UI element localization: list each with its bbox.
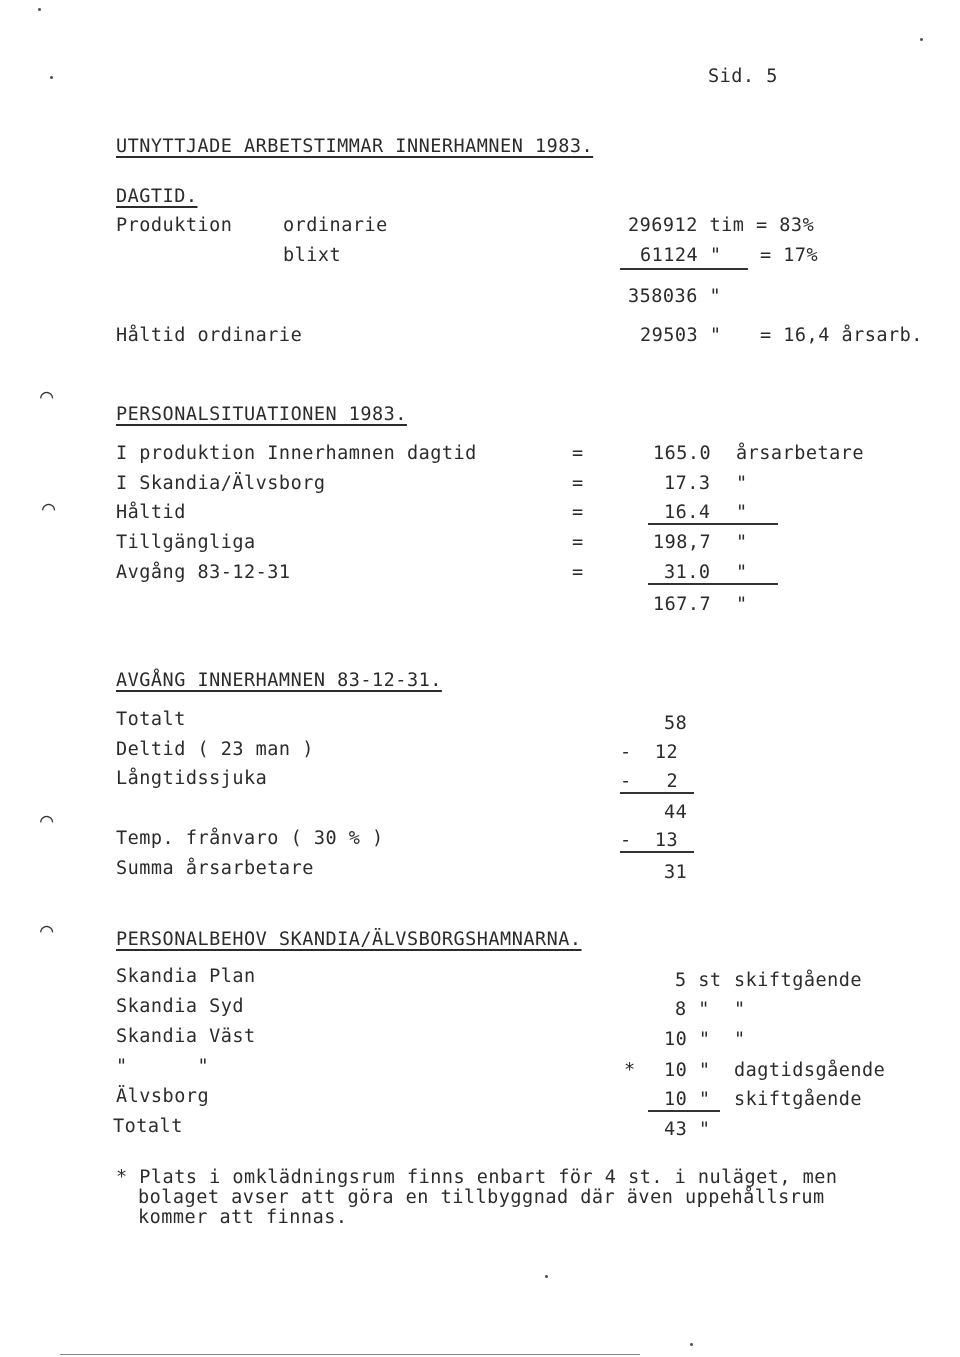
personal-value: 16.4 [664, 502, 711, 523]
behov-value: 5 st [675, 970, 722, 991]
personal-total-value: 167.7 [653, 594, 712, 615]
personal-unit: årsarbetare [736, 443, 865, 464]
behov-total-value: 43 " [664, 1119, 711, 1140]
behov-total-rule [648, 1110, 720, 1112]
personal-total-unit: " [736, 594, 748, 615]
personal-unit: " [736, 532, 748, 553]
deltid-label: Deltid ( 23 man ) [116, 739, 314, 760]
langtid-label: Långtidssjuka [116, 768, 268, 789]
footnote-line: kommer att finnas. [138, 1207, 348, 1228]
personal-label: I Skandia/Älvsborg [116, 473, 326, 494]
page-number: Sid. 5 [708, 66, 778, 87]
behov-total-label: Totalt [113, 1116, 183, 1137]
blixt-pct: = 17% [760, 245, 819, 266]
footnote-line: bolaget avser att göra en tillbyggnad där även uppehållsrum [138, 1187, 825, 1208]
behov-value: 8 " [675, 999, 710, 1020]
deltid-value: - 12 [620, 742, 679, 763]
personal-label: Avgång 83-12-31 [116, 562, 291, 583]
ordinarie-value: 296912 tim = 83% [628, 215, 815, 236]
langtid-value: - 2 [620, 771, 679, 792]
dagtid-sum: 358036 " [628, 286, 722, 307]
footnote-star: * [624, 1060, 636, 1081]
avgang-subtotal: 44 [664, 802, 688, 823]
personal-value: 31.0 [664, 562, 711, 583]
behov-label: " " [116, 1056, 210, 1077]
personal-label: Tillgängliga [116, 532, 256, 553]
equals-sign: = [572, 562, 584, 583]
blixt-value: 61124 " [640, 245, 722, 266]
behov-desc: dagtidsgående [734, 1060, 886, 1081]
behov-desc: " [734, 1029, 746, 1050]
produktion-label: Produktion [116, 215, 233, 236]
ordinarie-label: ordinarie [283, 215, 388, 236]
personal-unit: " [736, 562, 748, 583]
summa-value: 31 [664, 862, 688, 883]
totalt-value: 58 [664, 713, 688, 734]
footnote-line: * Plats i omklädningsrum finns enbart för 4 st. i nuläget, men [116, 1167, 838, 1188]
blixt-label: blixt [283, 245, 342, 266]
equals-sign: = [572, 502, 584, 523]
page-title: UTNYTTJADE ARBETSTIMMAR INNERHAMNEN 1983. [116, 136, 594, 157]
behov-value: 10 " [664, 1089, 711, 1110]
sum-rule [620, 268, 748, 270]
bottom-edge-line [60, 1354, 640, 1355]
avgang-total-rule [620, 851, 694, 853]
behov-label: Älvsborg [116, 1086, 210, 1107]
margin-hole-mark: ⌒ [42, 496, 56, 521]
scan-speck [38, 8, 41, 11]
dagtid-heading: DAGTID. [116, 186, 198, 207]
scan-speck [50, 76, 53, 79]
margin-hole-mark: ⌒ [40, 918, 54, 943]
personal-unit: " [736, 473, 748, 494]
behov-label: Skandia Väst [116, 1026, 256, 1047]
equals-sign: = [572, 443, 584, 464]
margin-hole-mark: ⌒ [40, 808, 54, 833]
behov-value: 10 " [664, 1060, 711, 1081]
behov-desc: " [734, 999, 746, 1020]
scan-speck [545, 1275, 548, 1278]
equals-sign: = [572, 473, 584, 494]
scan-speck [690, 1343, 693, 1346]
behov-label: Skandia Syd [116, 996, 245, 1017]
summa-label: Summa årsarbetare [116, 858, 314, 879]
haltid-label: Håltid ordinarie [116, 325, 303, 346]
haltid-value: 29503 " [640, 325, 722, 346]
avgang-subtotal-rule [620, 792, 694, 794]
personal-heading: PERSONALSITUATIONEN 1983. [116, 404, 407, 425]
haltid-result: = 16,4 årsarb. [760, 325, 923, 346]
personal-label: I produktion Innerhamnen dagtid [116, 443, 477, 464]
subtotal-rule [648, 523, 778, 525]
temp-value: - 13 [620, 830, 679, 851]
scan-speck [920, 38, 923, 41]
behov-label: Skandia Plan [116, 966, 256, 987]
total-rule [648, 583, 778, 585]
totalt-label: Totalt [116, 709, 186, 730]
margin-hole-mark: ⌒ [40, 384, 54, 409]
behov-value: 10 " [664, 1029, 711, 1050]
personal-label: Håltid [116, 502, 186, 523]
personal-unit: " [736, 502, 748, 523]
temp-label: Temp. frånvaro ( 30 % ) [116, 828, 384, 849]
behov-desc: skiftgående [734, 970, 863, 991]
personal-value: 17.3 [664, 473, 711, 494]
avgang-heading: AVGÅNG INNERHAMNEN 83-12-31. [116, 670, 442, 691]
behov-desc: skiftgående [734, 1089, 863, 1110]
behov-heading: PERSONALBEHOV SKANDIA/ÄLVSBORGSHAMNARNA. [116, 929, 582, 950]
equals-sign: = [572, 532, 584, 553]
personal-value: 198,7 [653, 532, 712, 553]
personal-value: 165.0 [653, 443, 712, 464]
